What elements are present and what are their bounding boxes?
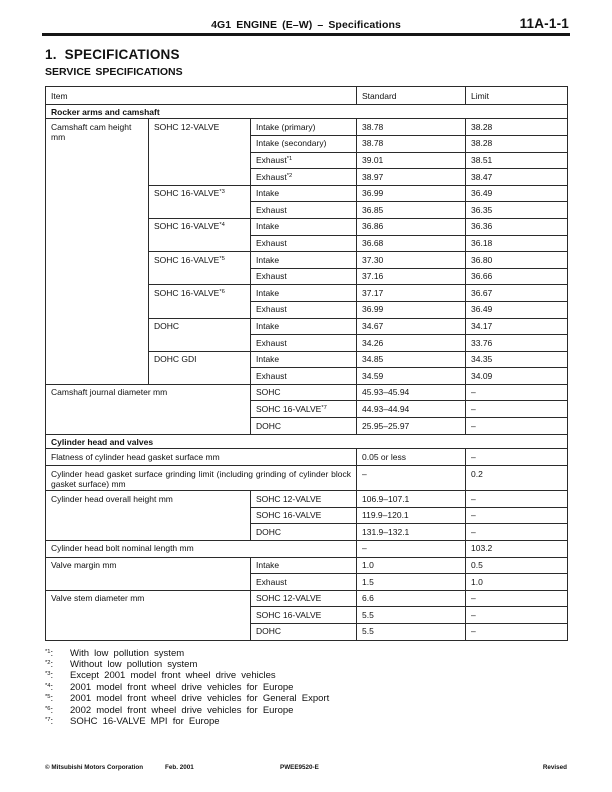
section-title: 1. SPECIFICATIONS bbox=[45, 46, 180, 62]
column-header-standard: Standard bbox=[357, 86, 466, 104]
limit-cell: 38.51 bbox=[466, 152, 568, 169]
limit-cell: 34.35 bbox=[466, 351, 568, 368]
standard-cell: 36.99 bbox=[357, 185, 466, 202]
item-cell: Valve margin mm bbox=[46, 557, 251, 590]
footnote-text: 2001 model front wheel drive vehicles for Europe bbox=[70, 681, 294, 693]
standard-cell: 0.05 or less bbox=[357, 449, 466, 466]
limit-cell: – bbox=[466, 607, 568, 624]
footnote bbox=[45, 693, 567, 704]
item-cell: DOHC GDI bbox=[149, 351, 251, 384]
document-number: PWEE9520-E bbox=[280, 764, 319, 771]
standard-cell: 106.9–107.1 bbox=[357, 491, 466, 508]
item-cell: DOHC bbox=[149, 318, 251, 351]
limit-cell: – bbox=[466, 449, 568, 466]
table-row bbox=[46, 466, 568, 491]
limit-cell: 38.28 bbox=[466, 135, 568, 152]
item-cell: SOHC 16-VALVE$^{*5}$ bbox=[149, 252, 251, 285]
limit-cell: 34.09 bbox=[466, 368, 568, 385]
limit-cell: 33.76 bbox=[466, 335, 568, 352]
standard-cell: 38.97 bbox=[357, 169, 466, 186]
standard-cell: 119.9–120.1 bbox=[357, 507, 466, 524]
item-cell: Exhaust bbox=[251, 235, 357, 252]
footnote-marker: $^{*5}$: bbox=[45, 693, 54, 705]
limit-cell: 36.49 bbox=[466, 185, 568, 202]
standard-cell: – bbox=[357, 466, 466, 491]
standard-cell: 39.01 bbox=[357, 152, 466, 169]
item-cell: Valve stem diameter mm bbox=[46, 590, 251, 640]
section-header-label: Cylinder head and valves bbox=[46, 434, 568, 449]
item-cell: Exhaust bbox=[251, 268, 357, 285]
item-cell: Intake bbox=[251, 318, 357, 335]
item-cell: Exhaust bbox=[251, 368, 357, 385]
limit-cell: – bbox=[466, 491, 568, 508]
table-row bbox=[46, 540, 568, 557]
table-header-row bbox=[46, 86, 568, 104]
standard-cell: 131.9–132.1 bbox=[357, 524, 466, 541]
limit-cell: 0.5 bbox=[466, 557, 568, 574]
limit-cell: 36.66 bbox=[466, 268, 568, 285]
item-cell: Intake (secondary) bbox=[251, 135, 357, 152]
standard-cell: 5.5 bbox=[357, 607, 466, 624]
footnote-text: With low pollution system bbox=[70, 647, 185, 659]
table-row bbox=[46, 590, 568, 607]
item-cell: SOHC bbox=[251, 384, 357, 401]
item-cell: Intake bbox=[251, 351, 357, 368]
standard-cell: 38.78 bbox=[357, 135, 466, 152]
footnote-marker: $^{*2}$: bbox=[45, 658, 54, 670]
footnote-marker: $^{*4}$: bbox=[45, 681, 54, 693]
item-cell: SOHC 16-VALVE$^{*3}$ bbox=[149, 185, 251, 218]
limit-cell: 0.2 bbox=[466, 466, 568, 491]
limit-cell: 36.35 bbox=[466, 202, 568, 219]
limit-cell: 36.67 bbox=[466, 285, 568, 302]
table-row bbox=[46, 491, 568, 508]
item-cell: Exhaust bbox=[251, 202, 357, 219]
footnote bbox=[45, 670, 567, 681]
footnote-text: SOHC 16-VALVE MPI for Europe bbox=[70, 715, 220, 727]
footnote-marker: $^{*1}$: bbox=[45, 647, 54, 659]
footnote bbox=[45, 705, 567, 716]
page-footer bbox=[45, 764, 567, 773]
standard-cell: 45.93–45.94 bbox=[357, 384, 466, 401]
column-header-item: Item bbox=[46, 86, 357, 104]
standard-cell: 36.86 bbox=[357, 218, 466, 235]
footnote-marker: $^{*7}$: bbox=[45, 715, 54, 727]
section-header-row bbox=[46, 434, 568, 449]
limit-cell: 36.80 bbox=[466, 252, 568, 269]
footnote bbox=[45, 659, 567, 670]
section-header-row bbox=[46, 104, 568, 119]
table-row bbox=[46, 384, 568, 401]
limit-cell: 36.49 bbox=[466, 301, 568, 318]
footnote-text: Except 2001 model front wheel drive vehicles bbox=[70, 670, 276, 682]
item-cell: Intake bbox=[251, 185, 357, 202]
item-cell: Intake bbox=[251, 218, 357, 235]
item-cell: Camshaft journal diameter mm bbox=[46, 384, 251, 434]
footnote bbox=[45, 716, 567, 727]
item-cell: SOHC 12-VALVE bbox=[149, 119, 251, 185]
item-cell: DOHC bbox=[251, 623, 357, 640]
table-row bbox=[46, 119, 568, 136]
column-header-limit: Limit bbox=[466, 86, 568, 104]
item-cell: Intake (primary) bbox=[251, 119, 357, 136]
item-cell: Cylinder head overall height mm bbox=[46, 491, 251, 541]
standard-cell: 34.85 bbox=[357, 351, 466, 368]
item-cell: SOHC 16-VALVE bbox=[251, 607, 357, 624]
standard-cell: 38.78 bbox=[357, 119, 466, 136]
standard-cell: 36.99 bbox=[357, 301, 466, 318]
copyright-text: © Mitsubishi Motors Corporation bbox=[45, 764, 144, 771]
running-header-title: 4G1 ENGINE (E–W) – Specifications bbox=[211, 19, 401, 31]
standard-cell: 34.67 bbox=[357, 318, 466, 335]
limit-cell: 38.28 bbox=[466, 119, 568, 136]
standard-cell: 34.26 bbox=[357, 335, 466, 352]
item-cell: SOHC 12-VALVE bbox=[251, 491, 357, 508]
subsection-title: SERVICE SPECIFICATIONS bbox=[45, 65, 183, 78]
item-cell: Intake bbox=[251, 252, 357, 269]
standard-cell: 37.30 bbox=[357, 252, 466, 269]
table-row bbox=[46, 449, 568, 466]
item-cell: SOHC 16-VALVE bbox=[251, 507, 357, 524]
item-cell: Cylinder head gasket surface grinding limit (including grinding of cylinder block gasket surface) mm bbox=[46, 466, 357, 491]
limit-cell: 36.36 bbox=[466, 218, 568, 235]
section-header-label: Rocker arms and camshaft bbox=[46, 104, 568, 119]
item-cell: Intake bbox=[251, 557, 357, 574]
page-number: 11A-1-1 bbox=[519, 16, 569, 31]
footnotes bbox=[45, 648, 567, 728]
standard-cell: 1.5 bbox=[357, 574, 466, 591]
specifications-table bbox=[45, 86, 568, 641]
limit-cell: – bbox=[466, 524, 568, 541]
limit-cell: 36.18 bbox=[466, 235, 568, 252]
limit-cell: – bbox=[466, 401, 568, 418]
standard-cell: 5.5 bbox=[357, 623, 466, 640]
limit-cell: – bbox=[466, 590, 568, 607]
item-cell: SOHC 12-VALVE bbox=[251, 590, 357, 607]
footnote-text: 2002 model front wheel drive vehicles for Europe bbox=[70, 704, 294, 716]
page-header bbox=[43, 0, 569, 33]
standard-cell: 25.95–25.97 bbox=[357, 418, 466, 435]
footnote-text: 2001 model front wheel drive vehicles for General Export bbox=[70, 693, 330, 705]
footnote-marker: $^{*3}$: bbox=[45, 670, 54, 682]
item-cell: Exhaust$^{*1}$ bbox=[251, 152, 357, 169]
standard-cell: 44.93–44.94 bbox=[357, 401, 466, 418]
standard-cell: 37.16 bbox=[357, 268, 466, 285]
standard-cell: 6.6 bbox=[357, 590, 466, 607]
item-cell: Intake bbox=[251, 285, 357, 302]
limit-cell: – bbox=[466, 418, 568, 435]
revision-date: Feb. 2001 bbox=[165, 764, 194, 771]
item-cell: DOHC bbox=[251, 418, 357, 435]
limit-cell: – bbox=[466, 623, 568, 640]
revision-status: Revised bbox=[542, 764, 567, 771]
standard-cell: 36.85 bbox=[357, 202, 466, 219]
footnote-text: Without low pollution system bbox=[70, 658, 198, 670]
limit-cell: 1.0 bbox=[466, 574, 568, 591]
table-row bbox=[46, 557, 568, 574]
item-cell: SOHC 16-VALVE$^{*6}$ bbox=[149, 285, 251, 318]
footnote-marker: $^{*6}$: bbox=[45, 704, 54, 716]
item-cell: Cylinder head bolt nominal length mm bbox=[46, 540, 357, 557]
standard-cell: 34.59 bbox=[357, 368, 466, 385]
item-cell: SOHC 16-VALVE$^{*7}$ bbox=[251, 401, 357, 418]
item-cell: Exhaust$^{*2}$ bbox=[251, 169, 357, 186]
item-cell: Exhaust bbox=[251, 335, 357, 352]
item-cell: Exhaust bbox=[251, 574, 357, 591]
standard-cell: 36.68 bbox=[357, 235, 466, 252]
standard-cell: 1.0 bbox=[357, 557, 466, 574]
header-rule bbox=[42, 33, 570, 36]
standard-cell: 37.17 bbox=[357, 285, 466, 302]
item-cell: Camshaft cam height mm bbox=[46, 119, 149, 385]
limit-cell: – bbox=[466, 507, 568, 524]
limit-cell: – bbox=[466, 384, 568, 401]
footnote bbox=[45, 648, 567, 659]
item-cell: SOHC 16-VALVE$^{*4}$ bbox=[149, 218, 251, 251]
item-cell: Exhaust bbox=[251, 301, 357, 318]
item-cell: Flatness of cylinder head gasket surface mm bbox=[46, 449, 357, 466]
limit-cell: 38.47 bbox=[466, 169, 568, 186]
limit-cell: 34.17 bbox=[466, 318, 568, 335]
item-cell: DOHC bbox=[251, 524, 357, 541]
limit-cell: 103.2 bbox=[466, 540, 568, 557]
standard-cell: – bbox=[357, 540, 466, 557]
footnote bbox=[45, 682, 567, 693]
